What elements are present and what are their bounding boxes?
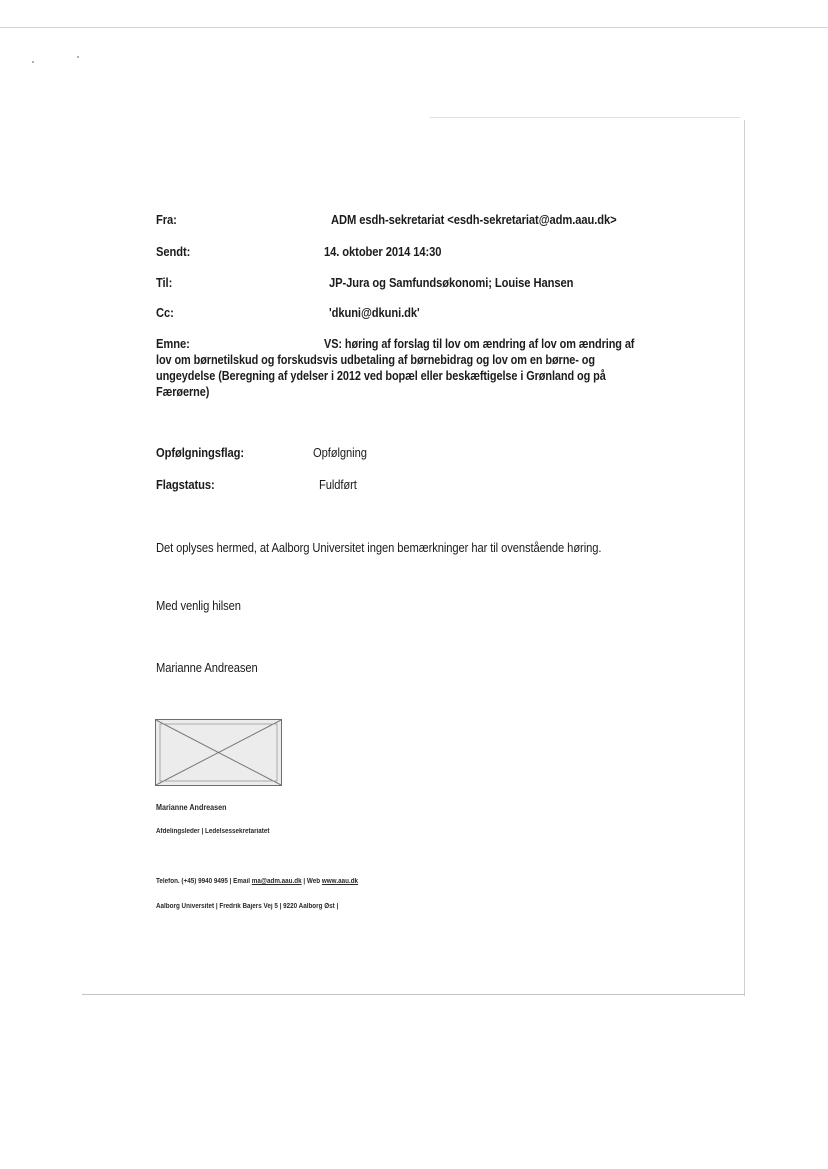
scan-bottom-line <box>82 994 745 995</box>
subject-label: Emne: <box>156 336 190 351</box>
signature-address: Aalborg Universitet | Fredrik Bajers Vej 5 | 9220 Aalborg Øst | <box>156 903 339 910</box>
subject-line-3: ungeydelse (Beregning af ydelser i 2012 ved bopæl eller beskæftigelse i Grønland og på <box>156 368 606 383</box>
greeting: Med venlig hilsen <box>156 598 241 613</box>
signature-title-dept: Ledelsessekretariatet <box>205 828 270 835</box>
sender-name: Marianne Andreasen <box>156 660 258 675</box>
signature-phone: Telefon. (+45) 9940 9495 <box>156 878 228 885</box>
subject-line-2: lov om børnetilskud og forskudsvis udbetaling af børnebidrag og lov om en børne- og <box>156 352 595 367</box>
followup-flag-label: Opfølgningsflag: <box>156 445 245 460</box>
signature-separator: | <box>201 828 204 835</box>
cc-label: Cc: <box>156 305 174 320</box>
from-value: ADM esdh-sekretariat <esdh-sekretariat@adm.aau.dk> <box>331 212 617 227</box>
scan-speck <box>77 56 79 58</box>
sent-label: Sendt: <box>156 244 191 259</box>
from-label: Fra: <box>156 212 177 227</box>
broken-image-icon <box>155 719 282 786</box>
scan-speck <box>32 61 34 63</box>
scan-top-line <box>0 27 828 28</box>
to-value: JP-Jura og Samfundsøkonomi; Louise Hansen <box>329 275 574 290</box>
signature-title <box>156 828 269 835</box>
signature-contact <box>156 878 358 885</box>
followup-flag-value: Opfølgning <box>313 445 367 460</box>
signature-email-link[interactable]: ma@adm.aau.dk <box>251 878 302 885</box>
subject-line-1: VS: høring af forslag til lov om ændring af lov om ændring af <box>324 336 635 351</box>
signature-separator: | <box>229 878 232 885</box>
scan-right-edge <box>744 120 745 996</box>
signature-web-link[interactable]: www.aau.dk <box>321 878 359 885</box>
signature-email-label: Email <box>233 878 250 885</box>
signature-web-label: Web <box>306 878 321 885</box>
signature-separator: | <box>303 878 306 885</box>
scan-top-line-2 <box>430 117 740 118</box>
cc-value: 'dkuni@dkuni.dk' <box>329 305 420 320</box>
subject-line-4: Færøerne) <box>156 384 210 399</box>
flag-status-value: Fuldført <box>319 477 357 492</box>
flag-status-label: Flagstatus: <box>156 477 215 492</box>
body-paragraph: Det oplyses hermed, at Aalborg Universitet ingen bemærkninger har til ovenstående høring. <box>156 540 602 555</box>
to-label: Til: <box>156 275 173 290</box>
signature-title-role: Afdelingsleder <box>156 828 200 835</box>
signature-name: Marianne Andreasen <box>156 803 227 812</box>
sent-value: 14. oktober 2014 14:30 <box>324 244 442 259</box>
